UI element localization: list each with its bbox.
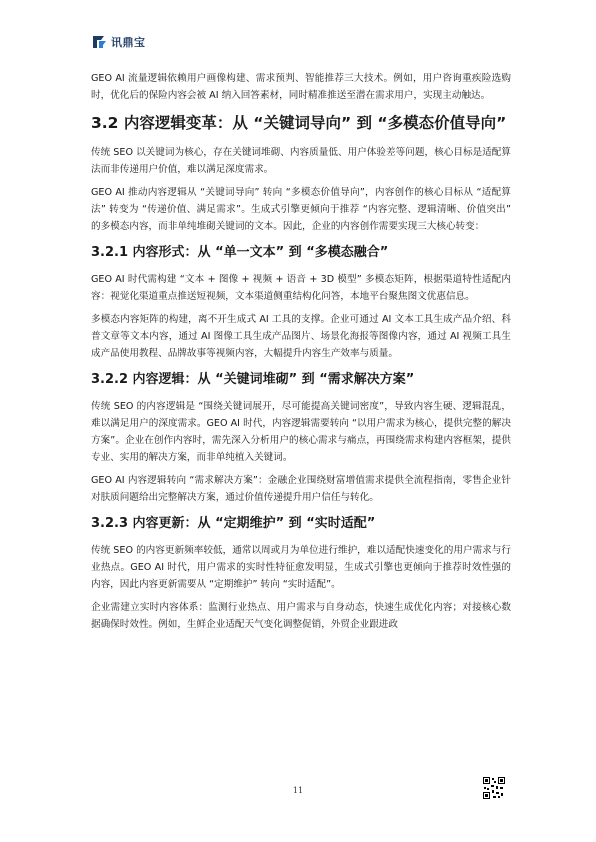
subsection-heading-3-2-2: 3.2.2 内容逻辑：从 “关键词堆砌” 到 “需求解决方案” xyxy=(91,372,415,387)
paragraph-geo-traffic-logic: GEO AI 流量逻辑依赖用户画像构建、需求预判、智能推荐三大技术。例如，用户咨询重疾险选购时，优化后的保险内容会被 AI 纳入回答素材，同时精准推送至潜在需求用户，实现主动触达。 xyxy=(91,73,511,101)
page-number: 11 xyxy=(292,786,304,795)
subsection-heading-3-2-1: 3.2.1 内容形式：从 “单一文本” 到 “多模态融合” xyxy=(91,245,389,260)
brand-logo xyxy=(92,34,146,50)
paragraph-multimodal-matrix: GEO AI 时代需构建 “文本 + 图像 + 视频 + 语音 + 3D 模型” 多模态矩阵，根据渠道特性适配内容：视觉化渠道重点推送短视频，文本渠道侧重结构化问答，本地平台聚焦图文优惠信息。 xyxy=(91,274,511,302)
qr-code-icon xyxy=(482,776,506,800)
brand-logo-icon xyxy=(92,34,108,50)
paragraph-solution-examples: GEO AI 内容逻辑转向 “需求解决方案”：金融企业围绕财富增值需求提供全流程指南，零售企业针对肤质问题给出完整解决方案，通过价值传递提升用户信任与转化。 xyxy=(91,475,511,503)
paragraph-geo-content-shift: GEO AI 推动内容逻辑从 “关键词导向” 转向 “多模态价值导向”，内容创作的核心目标从 “适配算法” 转变为 “传递价值、满足需求”。生成式引擎更倾向于推荐 “内容完整、逻辑清晰、价值突出” 的多模态内容，而非单纯堆砌关键词的文本。因此，企业的内容创作需要实现三大核心转变： xyxy=(91,187,511,232)
section-heading-3-2: 3.2 内容逻辑变革：从 “关键词导向” 到 “多模态价值导向” xyxy=(91,114,507,132)
paragraph-traditional-seo: 传统 SEO 以关键词为核心，存在关键词堆砌、内容质量低、用户体验差等问题，核心目标是适配算法而非传递用户价值，难以满足深度需求。 xyxy=(91,147,511,175)
paragraph-ai-tools: 多模态内容矩阵的构建，离不开生成式 AI 工具的支撑。企业可通过 AI 文本工具生成产品介绍、科普文章等文本内容，通过 AI 图像工具生成产品图片、场景化海报等图像内容，通过 AI 视频工具生成产品使用教程、品牌故事等视频内容，大幅提升内容生产效率与质量。 xyxy=(91,314,511,359)
subsection-heading-3-2-3: 3.2.3 内容更新：从 “定期维护” 到 “实时适配” xyxy=(91,516,376,531)
document-body xyxy=(91,70,511,639)
paragraph-update-frequency: 传统 SEO 的内容更新频率较低，通常以周或月为单位进行维护，难以适配快速变化的用户需求与行业热点。GEO AI 时代，用户需求的实时性特征愈发明显，生成式引擎也更倾向于推荐时效性强的内容，因此内容更新需要从 “定期维护” 转向 “实时适配”。 xyxy=(91,545,511,590)
brand-logo-text: 讯鼎宝 xyxy=(111,36,146,49)
paragraph-realtime-system: 企业需建立实时内容体系：监测行业热点、用户需求与自身动态，快速生成优化内容；对接核心数据确保时效性。例如，生鲜企业适配天气变化调整促销，外贸企业跟进政 xyxy=(91,602,511,630)
paragraph-content-logic: 传统 SEO 的内容逻辑是 “围绕关键词展开，尽可能提高关键词密度”，导致内容生硬、逻辑混乱，难以满足用户的深度需求。GEO AI 时代，内容逻辑需要转向 “以用户需求为核心，提供完整的解决方案”。企业在创作内容时，需先深入分析用户的核心需求与痛点，再围绕需求构建内容框架，提供专业、实用的解决方案，而非单纯植入关键词。 xyxy=(91,401,511,463)
